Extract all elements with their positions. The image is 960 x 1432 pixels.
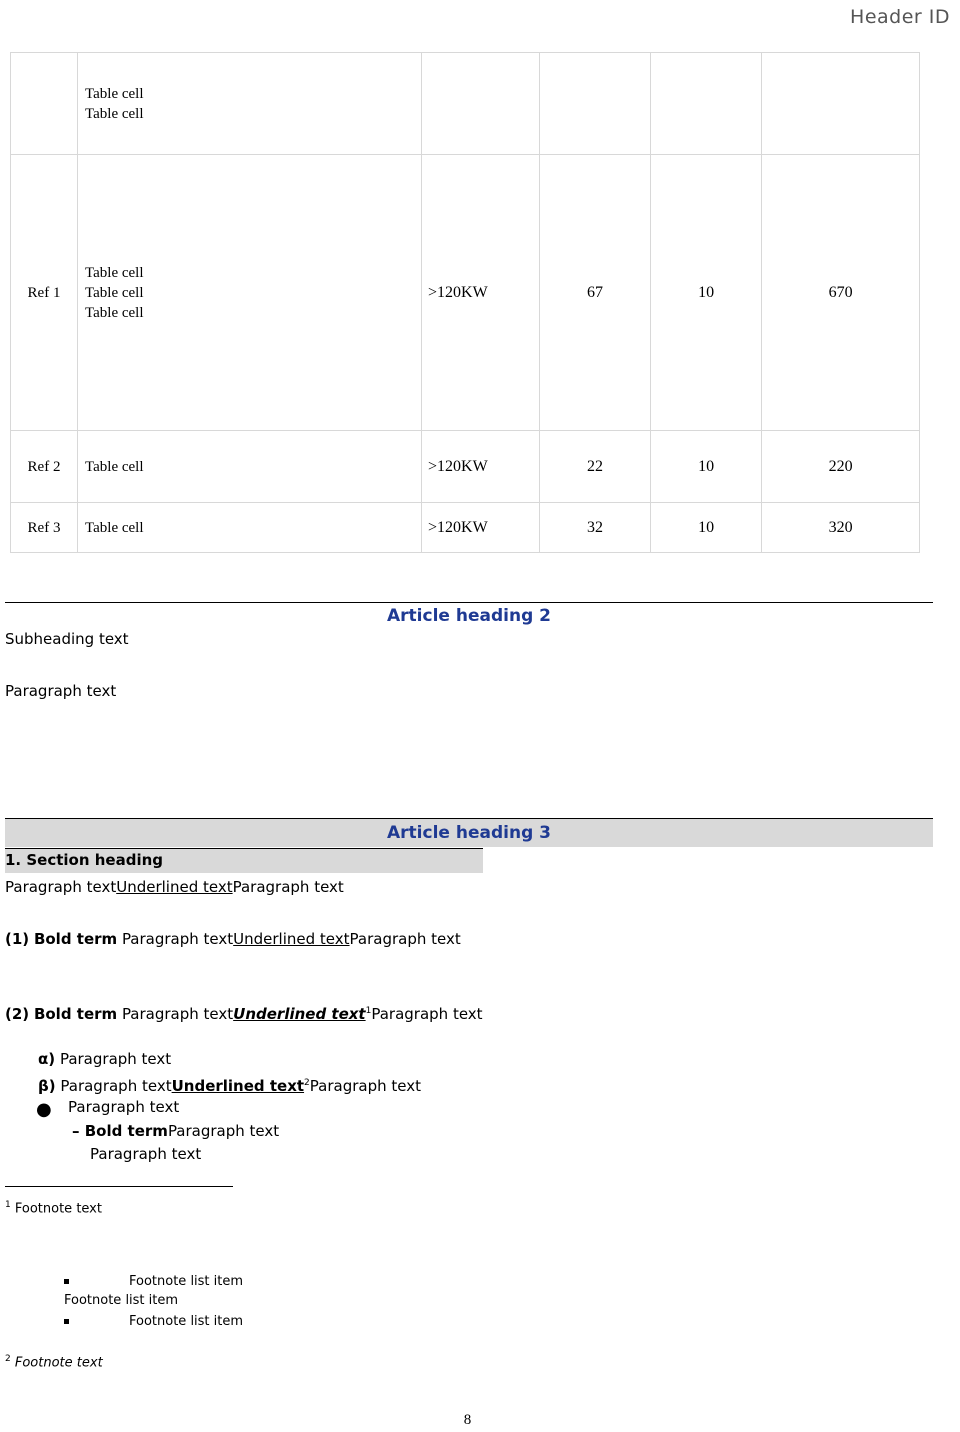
item-1-paragraph: (1) Bold term Paragraph textUnderlined textParagraph text [5, 930, 461, 948]
table-cell-value-3: 320 [762, 503, 920, 553]
table-row [11, 431, 920, 503]
table-cell-value-3 [762, 53, 920, 155]
article-2-title: Article heading 2 [387, 606, 551, 626]
square-bullet-icon [64, 1279, 69, 1284]
item-b-paragraph: β) Paragraph textUnderlined text$^2$Paragraph text [38, 1077, 421, 1095]
table-cell-ref: Ref 3 [11, 503, 78, 553]
description-line: Table cell [85, 458, 144, 475]
square-bullet-icon [64, 1319, 69, 1324]
table-cell-value-2: 10 [651, 431, 762, 503]
description-line: Table cell [85, 105, 144, 122]
article-2-rule [5, 602, 933, 603]
footnote-rule [5, 1186, 233, 1187]
ada-document-id: Header ID [850, 6, 950, 28]
table-cell-value-1: 22 [540, 431, 651, 503]
table-cell-value-2: 10 [651, 155, 762, 431]
table-cell-power [422, 53, 540, 155]
description-line: Table cell [85, 85, 144, 102]
table-cell-power: >120KW [422, 431, 540, 503]
footnote-1-item-1: Footnote list item Footnote list item [64, 1274, 244, 1308]
table-cell-description [78, 431, 422, 503]
table-cell-description [78, 503, 422, 553]
section-1-title: 1. Section heading [5, 851, 164, 869]
item-a-paragraph: α) Paragraph text [38, 1050, 172, 1068]
page-number: 8 [463, 1412, 472, 1428]
table-cell-ref: Ref 2 [11, 431, 78, 503]
table-cell-description [78, 53, 422, 155]
article-3-title: Article heading 3 [387, 823, 551, 843]
article-3-intro: Paragraph textUnderlined textParagraph text [5, 878, 344, 896]
dash-paragraph: – Bold termParagraph text Paragraph text [72, 1122, 280, 1163]
table-cell-value-3: 670 [762, 155, 920, 431]
footnote-1-item-2: Footnote list item [64, 1312, 930, 1331]
bullet-icon: ● [36, 1099, 52, 1120]
table-row [11, 53, 920, 155]
bullet-paragraph: Paragraph text [68, 1098, 180, 1116]
table-cell-value-1: 32 [540, 503, 651, 553]
table-cell-ref [11, 53, 78, 155]
table-cell-power: >120KW [422, 503, 540, 553]
table-cell-value-2: 10 [651, 503, 762, 553]
equipment-table [10, 52, 920, 553]
table-cell-value-1 [540, 53, 651, 155]
description-line: Table cell [85, 264, 144, 281]
description-line: Table cell [85, 519, 144, 536]
table-cell-power: >120KW [422, 155, 540, 431]
table-cell-ref: Ref 1 [11, 155, 78, 431]
footnote-2: $^2$ Footnote text [5, 1354, 103, 1371]
footnote-1: $^1$ Footnote text [5, 1200, 102, 1217]
description-line: Table cell [85, 284, 144, 301]
table-row [11, 155, 920, 431]
description-line: Table cell [85, 304, 144, 321]
item-2-paragraph: (2) Bold term Paragraph textUnderlined text$^1$Paragraph text [5, 1005, 483, 1023]
table-cell-description [78, 155, 422, 431]
table-row [11, 503, 920, 553]
table-cell-value-1: 67 [540, 155, 651, 431]
article-2-subtitle: Subheading text [5, 630, 129, 648]
table-cell-value-3: 220 [762, 431, 920, 503]
table-cell-value-2 [651, 53, 762, 155]
article-2-body: Paragraph text [5, 682, 117, 700]
